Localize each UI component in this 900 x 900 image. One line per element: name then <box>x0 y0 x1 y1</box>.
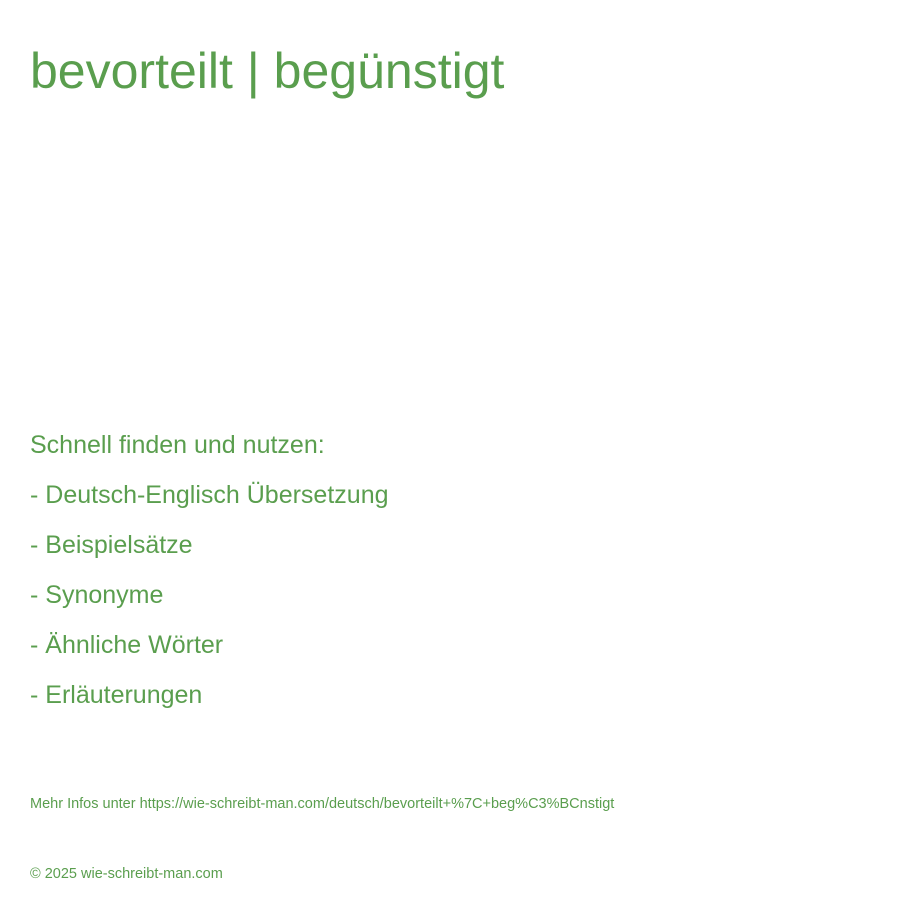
feature-item-similar-words: - Ähnliche Wörter <box>30 631 224 659</box>
page-title: bevorteilt | begünstigt <box>30 43 505 99</box>
feature-item-translation: - Deutsch-Englisch Übersetzung <box>30 481 389 509</box>
feature-item-example-sentences: - Beispielsätze <box>30 531 193 559</box>
feature-list-heading: Schnell finden und nutzen: <box>30 431 325 459</box>
feature-list <box>30 420 389 720</box>
copyright-text: © 2025 wie-schreibt-man.com <box>30 866 223 882</box>
feature-item-explanations: - Erläuterungen <box>30 681 203 709</box>
feature-item-synonyms: - Synonyme <box>30 581 164 609</box>
more-info-text: Mehr Infos unter https://wie-schreibt-man.com/deutsch/bevorteilt+%7C+beg%C3%BCnstigt <box>30 796 615 812</box>
